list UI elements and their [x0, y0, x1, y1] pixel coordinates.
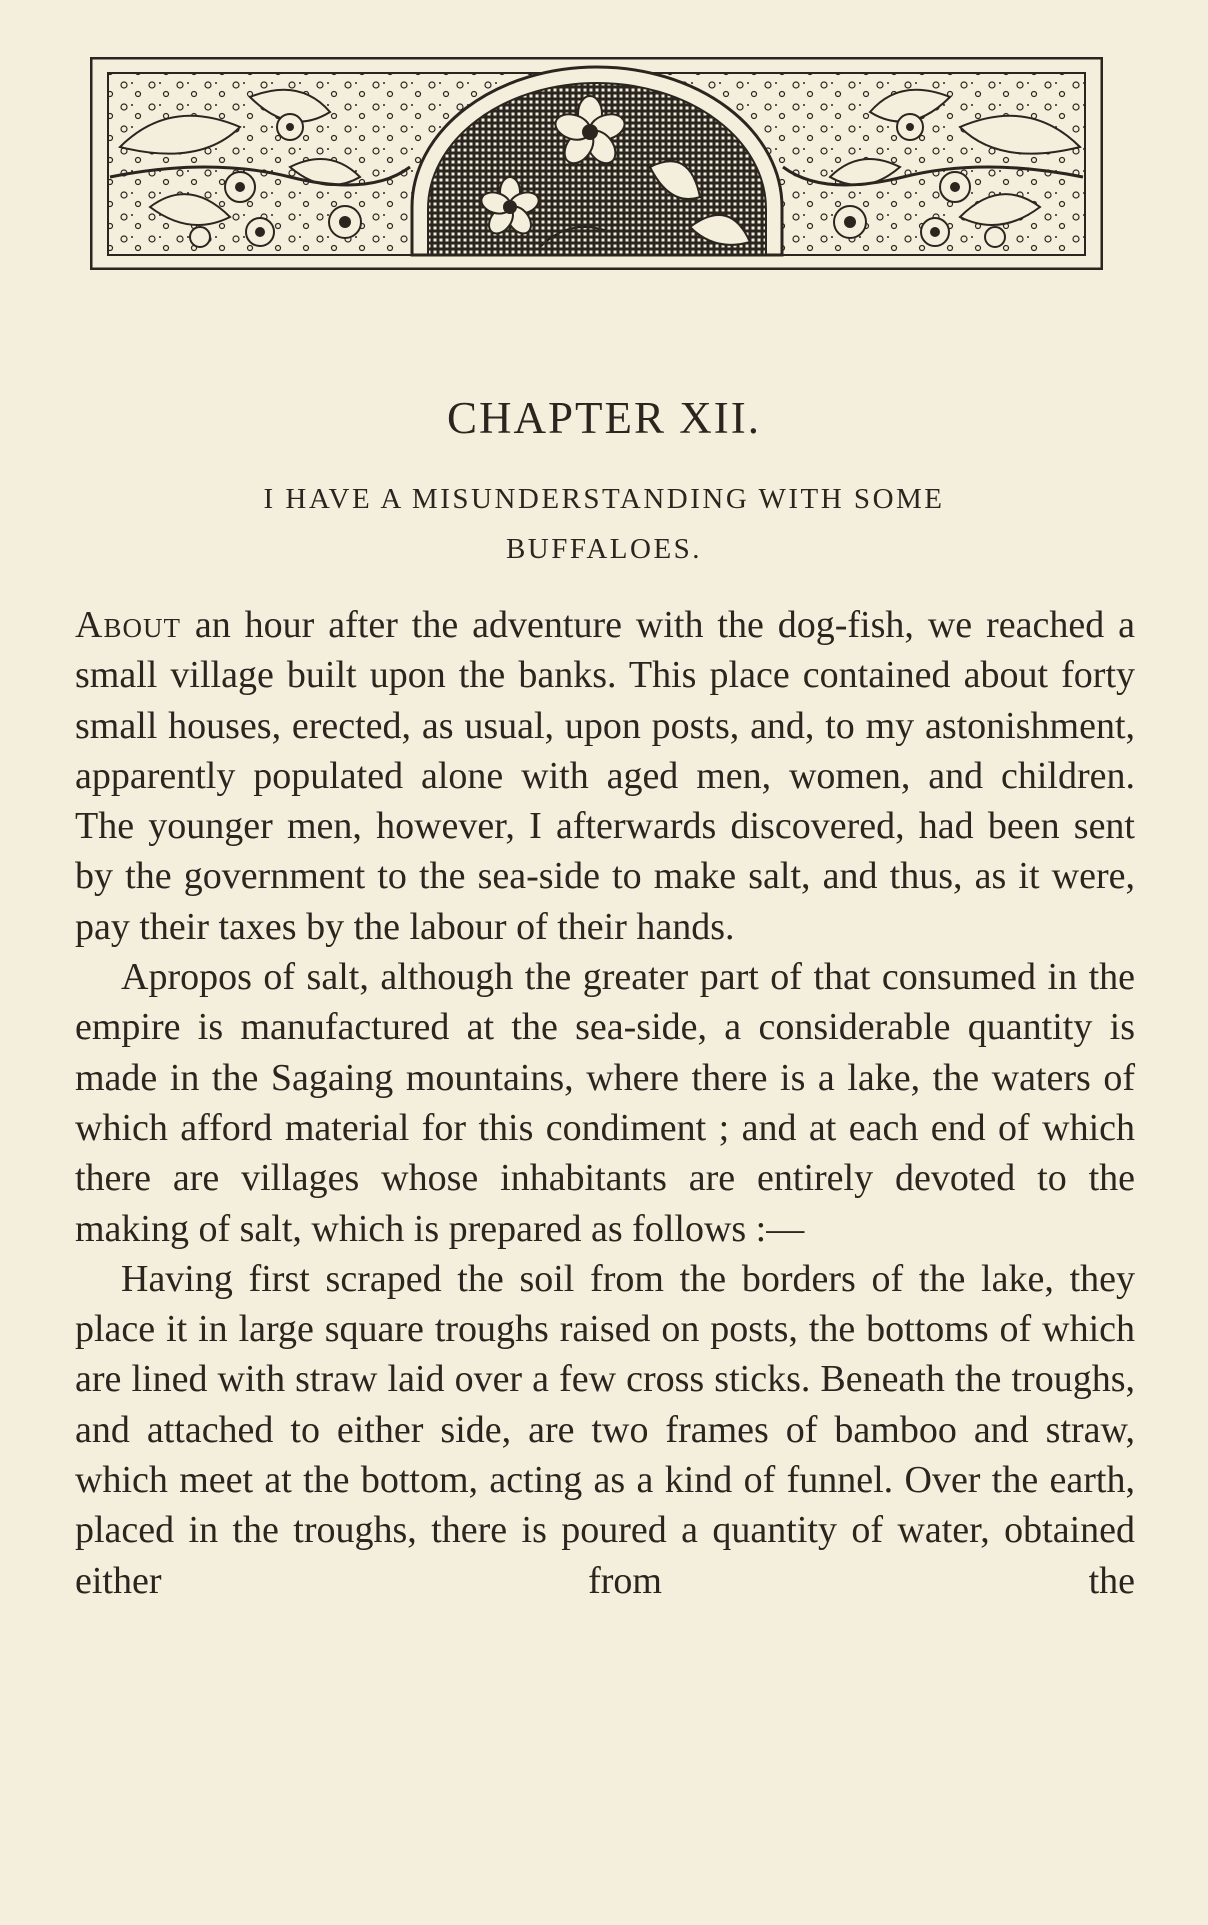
chapter-title	[120, 474, 1088, 574]
chapter-title-line-2: BUFFALOES.	[505, 533, 703, 565]
paragraph-2: Apropos of salt, although the greater part of that consumed in the empire is manufactured at the sea-side, a considerable quantity is made in the Sagaing mountains, where there is a lake, the waters of which afford material for this condiment ; and at each end of which there are villages whose inhabitants are entirely devoted to the making of salt, which is prepared as follows :—	[75, 956, 1135, 1250]
paragraph-1-lead: About	[75, 604, 181, 646]
paragraph-3: Having first scraped the soil from the borders of the lake, they place it in large square troughs raised on posts, the bottoms of which are lined with straw laid over a few cross sticks. Beneath the troughs, and attached to either side, are two frames of bamboo and straw, which meet at the bottom, acting as a kind of funnel. Over the earth, placed in the troughs, there is poured a quantity of water, obtained either from the	[75, 1257, 1135, 1602]
chapter-number: CHAPTER XII.	[447, 393, 761, 443]
paragraph-1-text: an hour after the adventure with the dog-fish, we reached a small village built upon the banks. This place contained about forty small houses, erected, as usual, upon posts, and, to my astonishment, apparently populated alone with aged men, women, and children. The younger men, however, I afterwards discovered, had been sent by the government to the sea-side to make salt, and thus, as it were, pay their taxes by the labour of their hands.	[75, 604, 1135, 948]
chapter-title-line-1: I HAVE A MISUNDERSTANDING WITH SOME	[263, 483, 945, 515]
decorative-headpiece	[90, 57, 1103, 270]
paragraph-1	[75, 600, 1135, 952]
body-text	[75, 600, 1135, 1606]
